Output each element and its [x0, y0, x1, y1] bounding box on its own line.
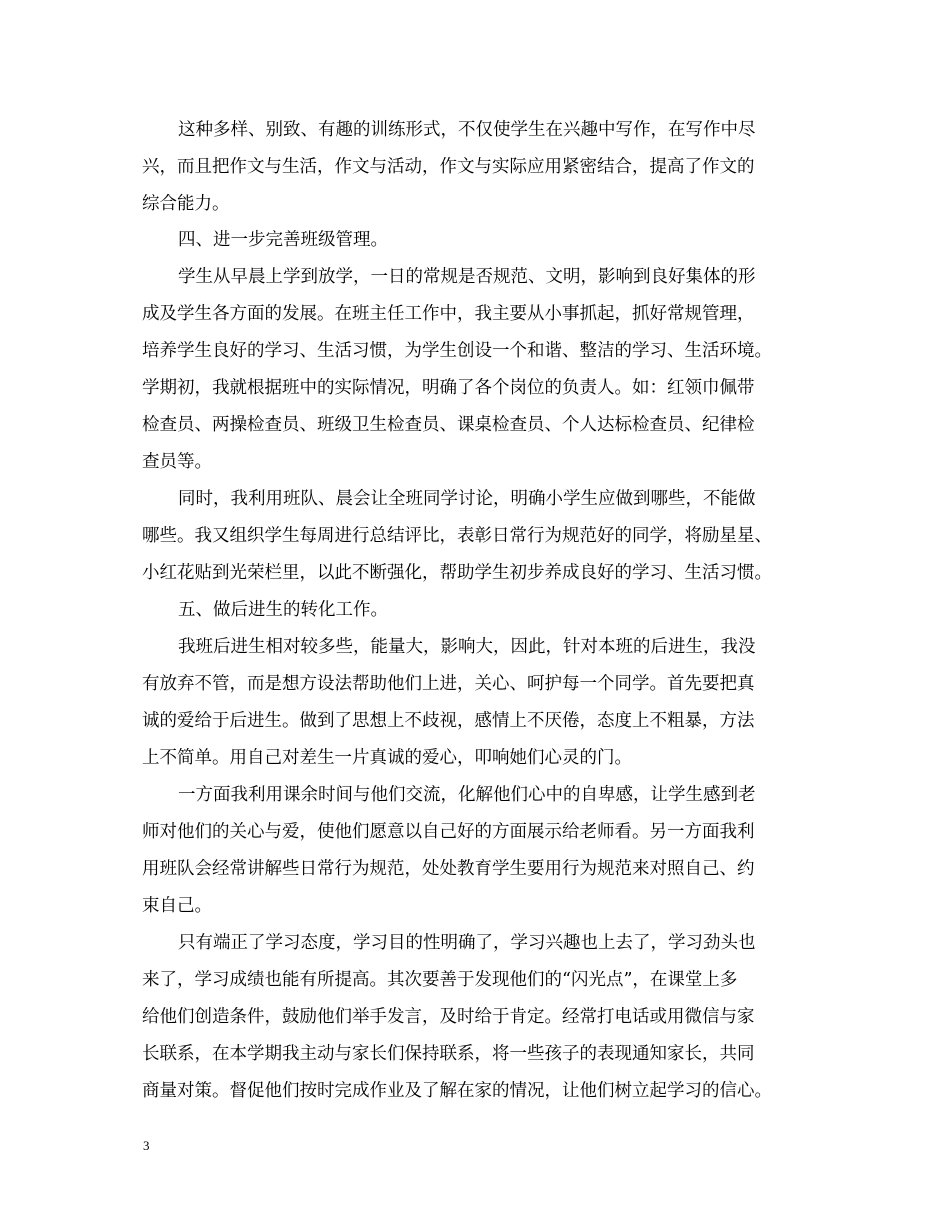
- text-line: 只有端正了学习态度，学习目的性明确了，学习兴趣也上去了，学习劲头也: [178, 933, 756, 953]
- section-heading: 五、做后进生的转化工作。: [178, 600, 388, 620]
- text-line: 师对他们的关心与爱，使他们愿意以自己好的方面展示给老师看。另一方面我利: [142, 822, 755, 842]
- text-line: 用班队会经常讲解些日常行为规范，处处教育学生要用行为规范来对照自己、约: [142, 859, 755, 879]
- text-line: 上不简单。用自己对差生一片真诚的爱心，叩响她们心灵的门。: [142, 748, 632, 768]
- text-line: 来了，学习成绩也能有所提高。其次要善于发现他们的“闪光点”，在课堂上多: [142, 970, 738, 990]
- text-line: 哪些。我又组织学生每周进行总结评比，表彰日常行为规范好的同学，将励星星、: [142, 526, 772, 546]
- text-line: 学生从早晨上学到放学，一日的常规是否规范、文明，影响到良好集体的形: [178, 267, 756, 287]
- text-line: 诚的爱给于后进生。做到了思想上不歧视，感情上不厌倦，态度上不粗暴，方法: [142, 711, 755, 731]
- text-line: 综合能力。: [142, 194, 230, 214]
- text-line: 这种多样、别致、有趣的训练形式，不仅使学生在兴趣中写作，在写作中尽: [178, 120, 756, 140]
- text-line: 有放弃不管，而是想方设法帮助他们上进，关心、呵护每一个同学。首先要把真: [142, 674, 755, 694]
- text-line: 同时，我利用班队、晨会让全班同学讨论，明确小学生应做到哪些，不能做: [178, 489, 756, 509]
- text-line: 培养学生良好的学习、生活习惯，为学生创设一个和谐、整洁的学习、生活环境。: [142, 341, 772, 361]
- text-line: 检查员、两操检查员、班级卫生检查员、课桌检查员、个人达标检查员、纪律检: [142, 415, 755, 435]
- text-line: 学期初，我就根据班中的实际情况，明确了各个岗位的负责人。如：红领巾佩带: [142, 378, 755, 398]
- text-line: 我班后进生相对较多些，能量大，影响大，因此，针对本班的后进生，我没: [178, 637, 756, 657]
- text-line: 商量对策。督促他们按时完成作业及了解在家的情况，让他们树立起学习的信心。: [142, 1081, 772, 1101]
- text-line: 兴，而且把作文与生活，作文与活动，作文与实际应用紧密结合，提高了作文的: [142, 157, 755, 177]
- text-line: 查员等。: [142, 452, 212, 472]
- page-number: 3: [143, 1138, 150, 1153]
- text-line: 小红花贴到光荣栏里，以此不断强化，帮助学生初步养成良好的学习、生活习惯。: [142, 563, 772, 583]
- text-line: 束自己。: [142, 896, 212, 916]
- text-line: 一方面我利用课余时间与他们交流，化解他们心中的自卑感，让学生感到老: [178, 785, 756, 805]
- section-heading: 四、进一步完善班级管理。: [178, 230, 388, 250]
- text-line: 给他们创造条件，鼓励他们举手发言，及时给于肯定。经常打电话或用微信与家: [142, 1007, 755, 1027]
- text-line: 成及学生各方面的发展。在班主任工作中，我主要从小事抓起，抓好常规管理，: [142, 304, 755, 324]
- text-line: 长联系，在本学期我主动与家长们保持联系，将一些孩子的表现通知家长，共同: [142, 1044, 755, 1064]
